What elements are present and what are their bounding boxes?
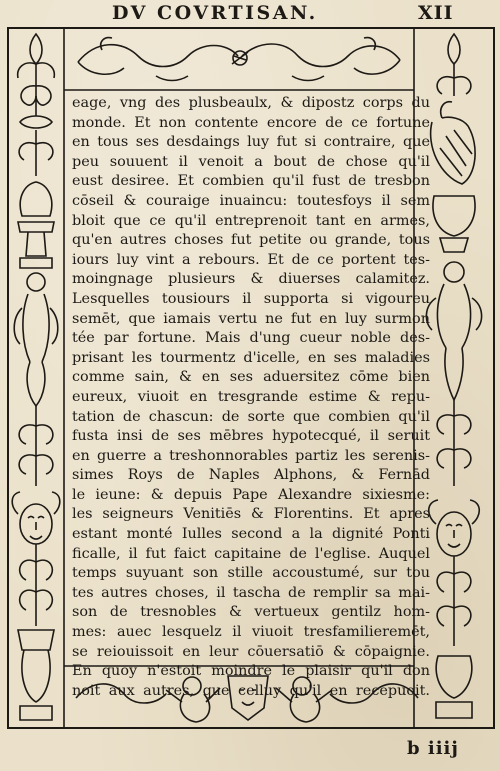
text-line: en guerre a treshonnorables partiz les serenis- <box>72 447 430 464</box>
text-line: eureux, viuoit en tresgrande estime & repu- <box>72 388 430 405</box>
text-line: se reiouissoit en leur cōuersatiō & cōpaignie. <box>72 643 430 660</box>
text-line: iours luy vint a rebours. Et de ce portent tes- <box>72 251 430 268</box>
text-line: qu'en autres choses fut petite ou grande, tous <box>72 232 430 249</box>
left-ornament-column <box>12 34 60 720</box>
text-line: eust desiree. Et combien qu'il fust de tresbon <box>72 173 430 190</box>
right-ornament-column <box>426 34 481 718</box>
text-line: les seigneurs Venitiēs & Florentins. Et apres <box>72 506 430 523</box>
text-line: semēt, que iamais vertu ne fut en luy surmon <box>72 310 430 327</box>
text-line: En quoy n'estoit moindre le plaisir qu'il don <box>72 663 430 680</box>
text-line: bloit que ce qu'il entreprenoit tant en armes, <box>72 212 430 229</box>
text-line: monde. Et non contente encore de ce fortune <box>72 114 430 131</box>
text-line: le ieune: & depuis Pape Alexandre sixiesme: <box>72 486 430 503</box>
text-line: son de tresnobles & vertueux gentilz hom- <box>72 604 430 621</box>
page-header <box>0 2 500 26</box>
text-line: temps suyuant son stille accoustumé, sur tou <box>72 565 430 582</box>
text-line: prisant les tourmentz d'icelle, en ses maladies <box>72 349 430 366</box>
text-line: mes: auec lesquelz il viuoit tresfamilieremēt, <box>72 624 430 641</box>
top-serpent-frieze <box>78 38 400 81</box>
running-title: DV COVRTISAN. <box>112 2 318 24</box>
text-line: tée par fortune. Mais d'ung cueur noble des- <box>72 330 430 347</box>
text-line: tation de chascun: de sorte que combien qu'il <box>72 408 430 425</box>
text-line: peu souuent il venoit a bout de chose qu'il <box>72 153 430 170</box>
signature-mark: b iiij <box>407 738 459 759</box>
text-line: tes autres choses, il tascha de remplir sa mai- <box>72 584 430 601</box>
text-line: cōseil & couraige inuaincu: toutesfoys il sem <box>72 192 430 209</box>
text-line: comme sain, & en ses aduersitez cōme bien <box>72 369 430 386</box>
text-line: simes Roys de Naples Alphons, & Fernād <box>72 467 430 484</box>
text-line: ficalle, il fut faict capitaine de l'eglise. Auquel <box>72 545 430 562</box>
text-line: eage, vng des plusbeaulx, & dipostz corps du <box>72 95 430 111</box>
text-line: Lesquelles tousiours il supporta si vigoureu <box>72 290 430 307</box>
text-line: fusta insi de ses mēbres hypotecqué, il seruit <box>72 428 430 445</box>
folio-number: XII <box>418 2 454 24</box>
text-line: en tous ses desdaings luy fut si contraire, que <box>72 134 430 151</box>
text-line: estant monté Iulles second a la dignité Ponti <box>72 526 430 543</box>
body-text <box>72 94 430 701</box>
text-line: moingnage plusieurs & diuerses calamitez. <box>72 271 430 288</box>
text-line: noit aux autres, que celluy qu'il en recepuoit. <box>72 682 430 699</box>
